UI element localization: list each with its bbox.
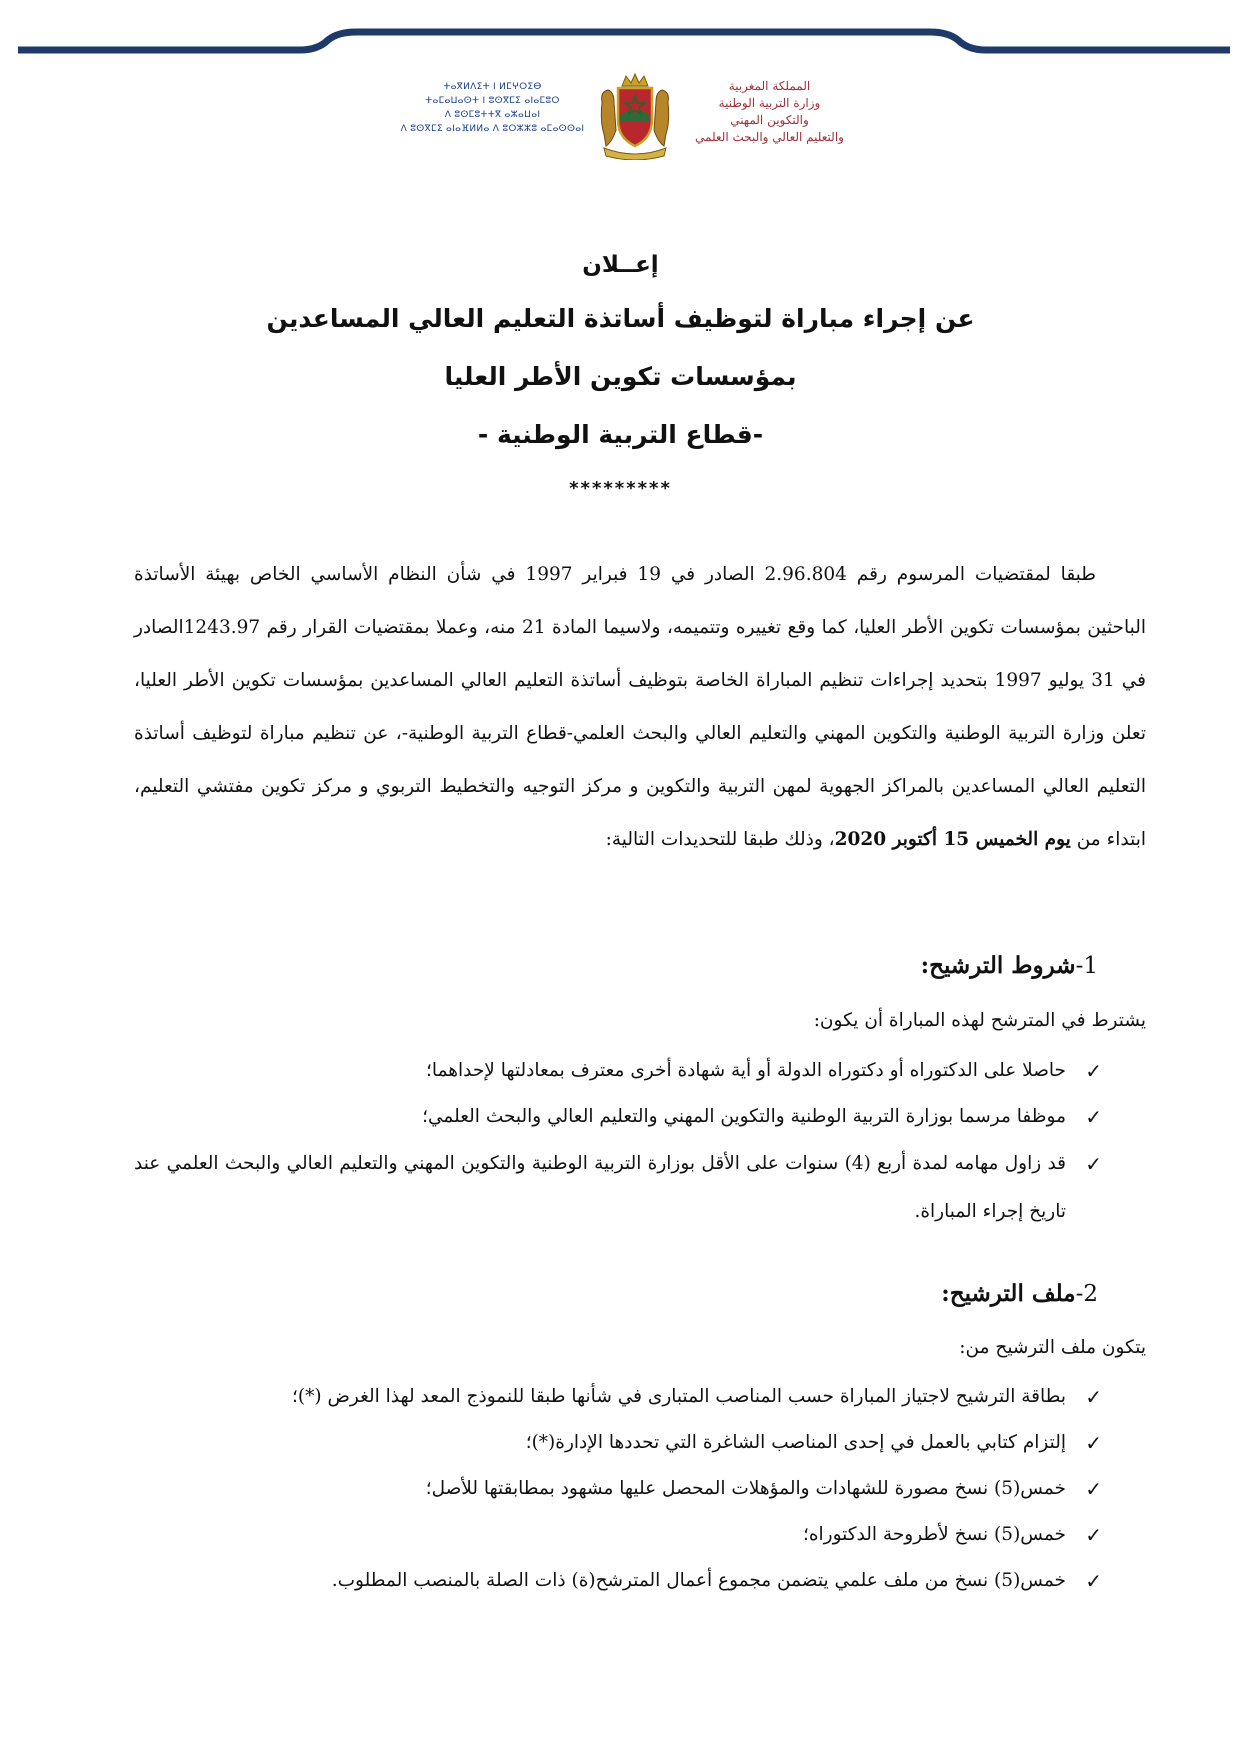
tifinagh-line-2: ⵜⴰⵎⴰⵡⴰⵙⵜ ⵏ ⵓⵙⴳⵎⵉ ⴰⵏⴰⵎⵓⵔ bbox=[425, 96, 560, 106]
arabic-line-2: وزارة التربية الوطنية bbox=[718, 96, 821, 110]
list-item-text: حاصلا على الدكتوراه أو دكتوراه الدولة أو أية شهادة أخرى معترف بمعادلتها لإحداهما؛ bbox=[426, 1060, 1066, 1081]
section-2-checklist bbox=[134, 1374, 1116, 1604]
list-item-text: إلتزام كتابي بالعمل في إحدى المناصب الشاغرة التي تحددها الإدارة(*)؛ bbox=[525, 1432, 1066, 1453]
section-2-lead: يتكون ملف الترشيح من: bbox=[959, 1337, 1146, 1358]
section-2-heading bbox=[941, 1280, 1098, 1307]
list-item bbox=[134, 1374, 1116, 1420]
list-item bbox=[134, 1512, 1116, 1558]
band-curve bbox=[18, 32, 1230, 50]
tifinagh-ministry-name bbox=[395, 80, 590, 136]
list-item bbox=[134, 1420, 1116, 1466]
section-1-lead: يشترط في المترشح لهذه المباراة أن يكون: bbox=[813, 1010, 1146, 1031]
list-item bbox=[134, 1140, 1116, 1236]
section-2-number: 2- bbox=[1075, 1281, 1098, 1307]
checkmark-icon: ✓ bbox=[1085, 1385, 1102, 1409]
arabic-line-3: والتكوين المهني bbox=[730, 113, 809, 127]
announcement-title bbox=[200, 240, 1041, 504]
title-separator-stars: ********* bbox=[569, 478, 672, 499]
top-decorative-band bbox=[0, 0, 1241, 70]
title-line-1: إعــلان bbox=[582, 252, 659, 278]
title-line-4: -قطاع التربية الوطنية - bbox=[477, 420, 764, 449]
list-item-text: خمس(5) نسخ لأطروحة الدكتوراه؛ bbox=[802, 1524, 1066, 1545]
section-1-number: 1- bbox=[1075, 953, 1098, 979]
document-header bbox=[0, 70, 1241, 180]
section-1-heading bbox=[921, 952, 1098, 979]
list-item bbox=[134, 1466, 1116, 1512]
arabic-line-1: المملكة المغربية bbox=[728, 79, 811, 93]
tifinagh-line-3: ⴷ ⵓⵙⵎⵓⵜⵜⴳ ⴰⵣⴰⵡⴰⵏ bbox=[444, 110, 541, 120]
checkmark-icon: ✓ bbox=[1085, 1569, 1102, 1593]
intro-text: طبقا لمقتضيات المرسوم رقم 2.96.804 الصادر في 19 فبراير 1997 في شأن النظام الأساسي الخاص بهيئة الأساتذة الباحثين بمؤسسات تكوين الأطر العليا، كما وقع تغييره وتتميمه، ولاسيما المادة 21 منه، وعملا بمقتضيات القرار رقم 1243.97الصادر في 31 يوليو 1997 بتحديد إجراءات تنظيم المباراة الخاصة بتوظيف أساتذة التعليم العالي المساعدين بمؤسسات تكوين الأطر العليا، تعلن وزارة التربية الوطنية والتكوين المهني والتعليم العالي والبحث العلمي-قطاع التربية الوطنية-، عن تنظيم مباراة لتوظيف أساتذة التعليم العالي المساعدين بالمراكز الجهوية لمهن التربية والتكوين و مركز التوجيه والتخطيط التربوي و مركز تكوين مفتشي التعليم، ابتداء من bbox=[134, 564, 1146, 850]
tifinagh-line-1: ⵜⴰⴳⵍⴷⵉⵜ ⵏ ⵍⵎⵖⵔⵉⴱ bbox=[443, 82, 542, 92]
list-item-text: قد زاول مهامه لمدة أربع (4) سنوات على الأقل بوزارة التربية الوطنية والتكوين المهني والتعليم العالي والبحث العلمي عند تاريخ إجراء المباراة. bbox=[134, 1153, 1066, 1222]
arabic-ministry-name bbox=[672, 78, 867, 146]
list-item bbox=[134, 1094, 1116, 1140]
section-1-title: شروط الترشيح: bbox=[920, 952, 1076, 979]
checkmark-icon: ✓ bbox=[1085, 1431, 1102, 1455]
checkmark-icon: ✓ bbox=[1085, 1105, 1102, 1129]
title-line-3: بمؤسسات تكوين الأطر العليا bbox=[444, 362, 797, 391]
list-item bbox=[134, 1048, 1116, 1094]
checkmark-icon: ✓ bbox=[1085, 1152, 1102, 1176]
list-item-text: موظفا مرسما بوزارة التربية الوطنية والتكوين المهني والتعليم العالي والبحث العلمي؛ bbox=[422, 1106, 1066, 1127]
list-item-text: خمس(5) نسخ مصورة للشهادات والمؤهلات المحصل عليها مشهود بمطابقتها للأصل؛ bbox=[425, 1478, 1066, 1499]
intro-date: يوم الخميس 15 أكتوبر 2020 bbox=[834, 829, 1071, 850]
arabic-line-4: والتعليم العالي والبحث العلمي bbox=[695, 130, 844, 144]
title-line-2: عن إجراء مباراة لتوظيف أساتذة التعليم العالي المساعدين bbox=[266, 304, 975, 333]
section-2-title: ملف الترشيح: bbox=[941, 1280, 1076, 1307]
list-item-text: بطاقة الترشيح لاجتياز المباراة حسب المناصب المتبارى في شأنها طبقا للنموذج المعد لهذا الغرض (*)؛ bbox=[292, 1386, 1066, 1407]
tifinagh-line-4: ⴷ ⵓⵙⴳⵎⵉ ⴰⵏⴰⴼⵍⵍⴰ ⴷ ⵓⵔⵣⵣⵓ ⴰⵎⴰⵙⵙⴰⵏ bbox=[400, 124, 585, 134]
intro-text-end: ، وذلك طبقا للتحديدات التالية: bbox=[605, 829, 835, 850]
checkmark-icon: ✓ bbox=[1085, 1059, 1102, 1083]
moroccan-coat-of-arms-icon bbox=[598, 72, 672, 160]
checkmark-icon: ✓ bbox=[1085, 1477, 1102, 1501]
checkmark-icon: ✓ bbox=[1085, 1523, 1102, 1547]
list-item-text: خمس(5) نسخ من ملف علمي يتضمن مجموع أعمال المترشح(ة) ذات الصلة بالمنصب المطلوب. bbox=[331, 1570, 1066, 1591]
list-item bbox=[134, 1558, 1116, 1604]
section-1-checklist bbox=[134, 1048, 1116, 1236]
intro-paragraph bbox=[134, 548, 1146, 866]
